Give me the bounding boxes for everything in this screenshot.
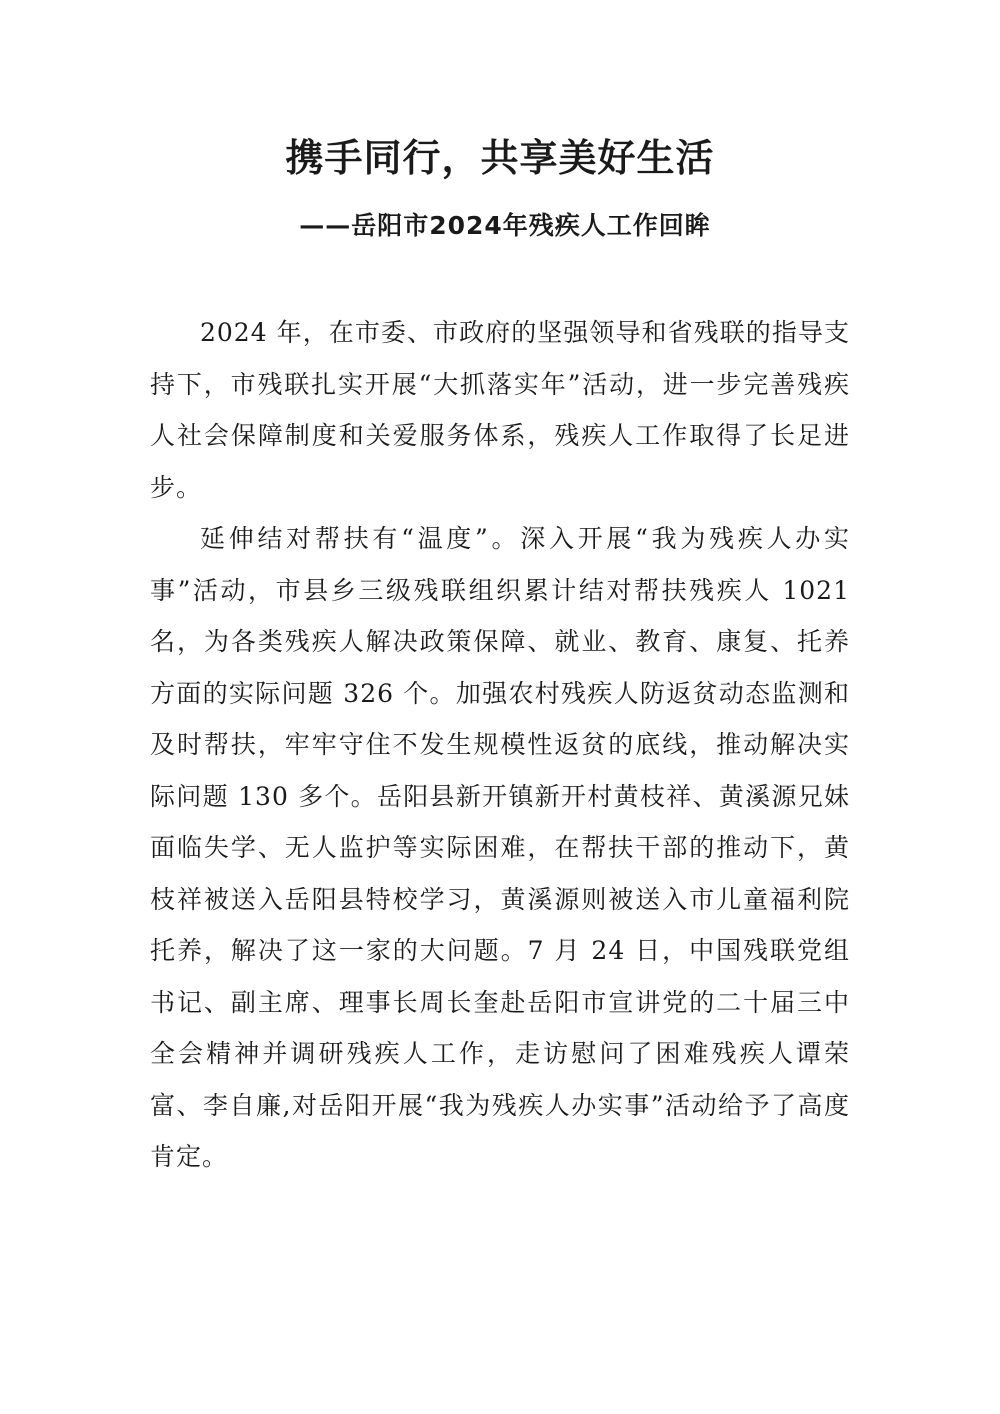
document-body — [150, 307, 850, 1183]
document-title: 携手同行，共享美好生活 — [285, 135, 715, 180]
paragraph-assistance: 延伸结对帮扶有“温度”。深入开展“我为残疾人办实事”活动，市县乡三级残联组织累计结对帮扶残疾人 1021 名，为各类残疾人解决政策保障、就业、教育、康复、托养方面的实际问题 326 个。加强农村残疾人防返贫动态监测和及时帮扶，牢牢守住不发生规模性返贫的底线，推动解决实际问题 130 多个。岳阳县新开镇新开村黄枝祥、黄溪源兄妹面临失学、无人监护等实际困难，在帮扶干部的推动下，黄枝祥被送入岳阳县特校学习，黄溪源则被送入市儿童福利院托养，解决了这一家的大问题。7 月 24 日，中国残联党组书记、副主席、理事长周长奎赴岳阳市宣讲党的二十届三中全会精神并调研残疾人工作，走访慰问了困难残疾人谭荣富、李自廉,对岳阳开展“我为残疾人办实事”活动给予了高度肯定。 — [150, 524, 850, 1171]
paragraph-intro: 2024 年，在市委、市政府的坚强领导和省残联的指导支持下，市残联扎实开展“大抓落实年”活动，进一步完善残疾人社会保障制度和关爱服务体系，残疾人工作取得了长足进步。 — [150, 318, 850, 502]
document-subtitle: ——岳阳市2024年残疾人工作回眸 — [299, 211, 711, 240]
